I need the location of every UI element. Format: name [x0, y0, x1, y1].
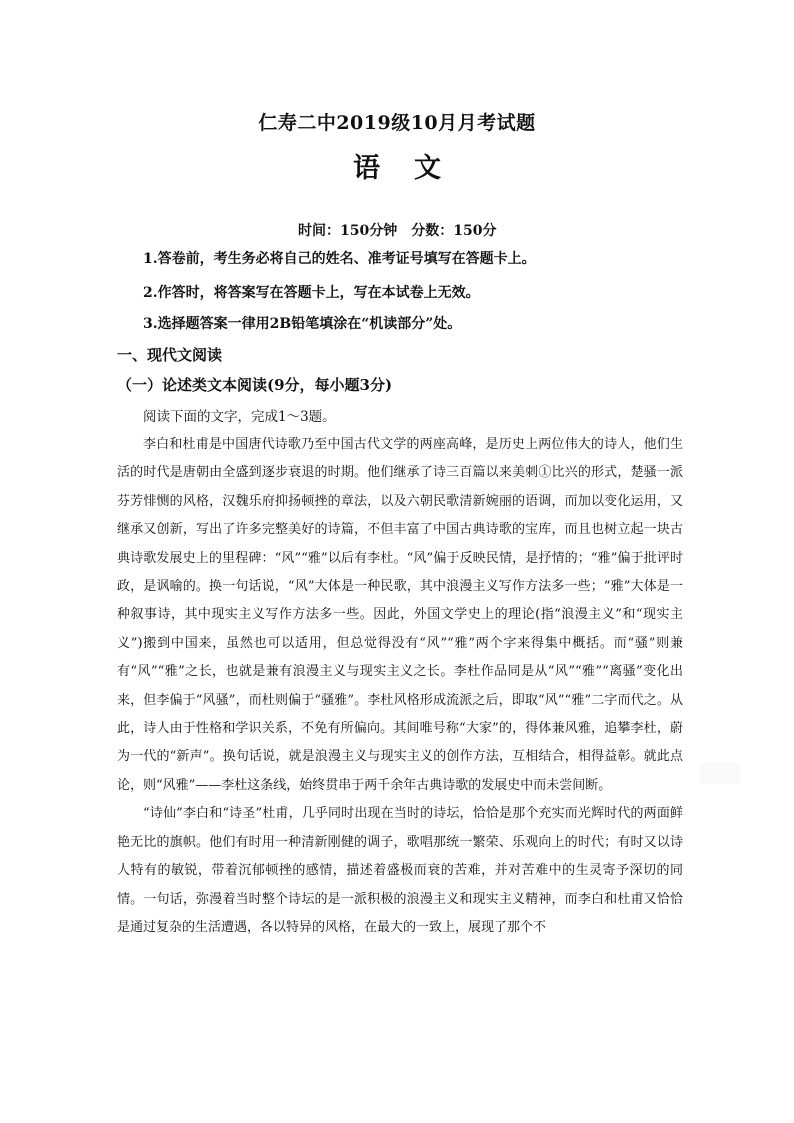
exam-meta — [298, 220, 496, 240]
subject-char: 语 — [353, 153, 380, 184]
subject-char: 文 — [414, 153, 441, 184]
reading-prompt: 阅读下面的文字，完成1～3题。 — [143, 409, 336, 425]
subsection-heading: （一）论述类文本阅读(9分，每小题3分) — [117, 376, 393, 394]
instruction-item: 3.选择题答案一律用2B铅笔填涂在“机读部分”处。 — [143, 316, 462, 332]
passage — [117, 431, 683, 942]
instruction-item: 2.作答时，将答案写在答题卡上，写在本试卷上无效。 — [143, 285, 480, 301]
exam-time: 时间：150分钟 — [298, 223, 398, 239]
passage-paragraph: 李白和杜甫是中国唐代诗歌乃至中国古代文学的两座高峰，是历史上两位伟大的诗人，他们生活的时代是唐朝由全盛到逐步衰退的时期。他们继承了诗三百篇以来美刺①比兴的形式，楚骚一派芬芳悱恻的风格，汉魏乐府抑扬顿挫的章法，以及六朝民歌清新婉丽的语调，而加以变化运用，又继承又创新，写出了许多完整美好的诗篇，不但丰富了中国古典诗歌的宝库，而且也树立起一块古典诗歌发展史上的里程碑：“风”“雅”以后有李杜。“风”偏于反映民情，是抒情的；“雅”偏于批评时政，是讽喻的。换一句话说，“风”大体是一种民歌，其中浪漫主义写作方法多一些；“雅”大体是一种叙事诗，其中现实主义写作方法多一些。因此，外国文学史上的理论(指“浪漫主义”和“现实主义”)搬到中国来，虽然也可以适用，但总觉得没有“风”“雅”两个字来得集中概括。而“骚”则兼有“风”“雅”之长，也就是兼有浪漫主义与现实主义之长。李杜作品同是从“风”“雅”“离骚”变化出来，但李偏于“风骚”，而杜则偏于“骚雅”。李杜风格形成流派之后，即取“风”“雅”二字而代之。从此，诗人由于性格和学识关系，不免有所偏向。其间唯号称“大家”的，得体兼风雅，追攀李杜，蔚为一代的“新声”。换句话说，就是浪漫主义与现实主义的创作方法，互相结合，相得益彰。就此点论，则“风雅”——李杜这条线，始终贯串于两千余年古典诗歌的发展史中而未尝间断。 — [117, 437, 683, 793]
exam-score: 分数：150分 — [411, 223, 497, 239]
exam-title: 仁寿二中2019级10月月考试题 — [258, 112, 536, 134]
instruction-item: 1.答卷前，考生务必将自己的姓名、准考证号填写在答题卡上。 — [143, 251, 536, 267]
subject-heading — [0, 146, 794, 185]
passage-paragraph: “诗仙”李白和“诗圣”杜甫，几乎同时出现在当时的诗坛，恰恰是那个充实而光辉时代的两面鲜艳无比的旗帜。他们有时用一种清新刚健的调子，歌唱那统一繁荣、乐观向上的时代；有时又以诗人特有的敏锐，带着沉郁顿挫的感情，描述着盛极而衰的苦难，并对苦难中的生灵寄予深切的同情。一句话，弥漫着当时整个诗坛的是一派积极的浪漫主义和现实主义精神，而李白和杜甫又恰恰是通过复杂的生活遭遇，各以特异的风格，在最大的一致上，展现了那个不 — [117, 806, 683, 935]
watermark — [700, 762, 740, 784]
section-heading: 一、现代文阅读 — [117, 346, 223, 364]
